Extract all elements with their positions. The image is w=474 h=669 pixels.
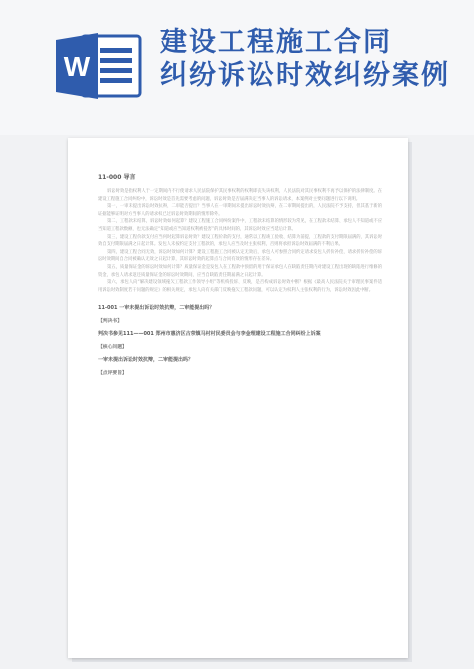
paragraph: 第四，建设工程合同无效，诉讼时效如何计算？建设工程施工合同被认定无效后，承包人可参照合同约定请求发包人折价补偿，请求折价补偿的诉讼时效期间自合同被确认无效之日起计算，其诉讼时效的起算点与合同有效的情形存在差异。 [98, 249, 382, 263]
title-line-2: 纠纷诉讼时效纠纷案例 [160, 60, 450, 91]
verdict-text: 判决书参见111——001 郑州市惠济区古荥镇马村村民委员会与李金理建设工程施工合同纠纷上诉案 [98, 331, 321, 338]
document-page [68, 138, 408, 658]
verdict-label: 【判决书】 [98, 319, 122, 325]
title-line-1: 建设工程施工合同 [160, 27, 392, 58]
paragraph: 第六，承包人向“解决建设领域拖欠工程款工作领导小组”等机构投诉、反映，是否构成诉讼时效中断？根据《最高人民法院关于审理民事案件适用诉讼时效制度若干问题的规定》的相关规定，承包人向有关部门反映拖欠工程款问题，可以认定为权利人主张权利的行为，诉讼时效因此中断。 [98, 280, 382, 293]
word-icon [52, 30, 144, 102]
paragraph: 第五，质量保证金的诉讼时效如何计算？质量保证金是发包人在工程款中预留的用于保证承包人在缺陷责任期内对建设工程出现的缺陷进行维修的资金，承包人请求返还质量保证金的诉讼时效期间，应当自缺陷责任期届满之日起计算。 [98, 264, 382, 278]
paragraph: 第三，建设工程价款支付应当何时起算诉讼时效？建设工程价款的支付，通常以工程竣工验收、结算为前提，工程款的支付期限届满的，其诉讼时效自支付期限届满之日起计算。发包人未按约定支付工程款的，承包人应当及时主张权利，否则将承担诉讼时效届满的不利后果。 [98, 234, 382, 248]
core-issue-text: 一审未提出诉讼时效抗辩，二审能提出吗？ [98, 357, 194, 364]
logo-letter: W [63, 51, 91, 82]
case-heading: 11-001 一审未提出诉讼时效抗辩，二审能提出吗？ [98, 305, 215, 312]
comment-label: 【点评要旨】 [98, 371, 127, 377]
section-title: 11-000 导言 [98, 174, 136, 181]
header-banner [0, 0, 474, 135]
core-issue-label: 【核心问题】 [98, 345, 127, 351]
paragraph: 第二，工程款未结算，诉讼时效如何起算？建设工程施工合同纠纷案件中，工程款未结算的情形较为常见，在工程款未结算、承包人不知道或不应当知道工程款数额、也无法确定“知道或应当知道权利被侵害”的具体时间的，其诉讼时效应当延后计算。 [98, 219, 382, 232]
paragraph: 第一，一审未提出诉讼时效抗辩，二审能否提出？当事人在一审期间未提出诉讼时效抗辩，在二审期间提出的，人民法院不予支持，但其基于新的证据能够证明对方当事人的请求权已过诉讼时效期间的情形除外。 [98, 204, 382, 217]
document-title [160, 26, 450, 92]
paragraph: 诉讼时效是指权利人于一定期间内不行使请求人民法院保护其民事权利的权利即丧失该权利，人民法院对其民事权利不再予以保护的法律制度。在建设工程施工合同纠纷中，诉讼时效是首先需要考虑的问题，诉讼时效是否届满决定当事人的诉讼请求，本案例对主要问题进行以下说明。 [98, 189, 382, 202]
